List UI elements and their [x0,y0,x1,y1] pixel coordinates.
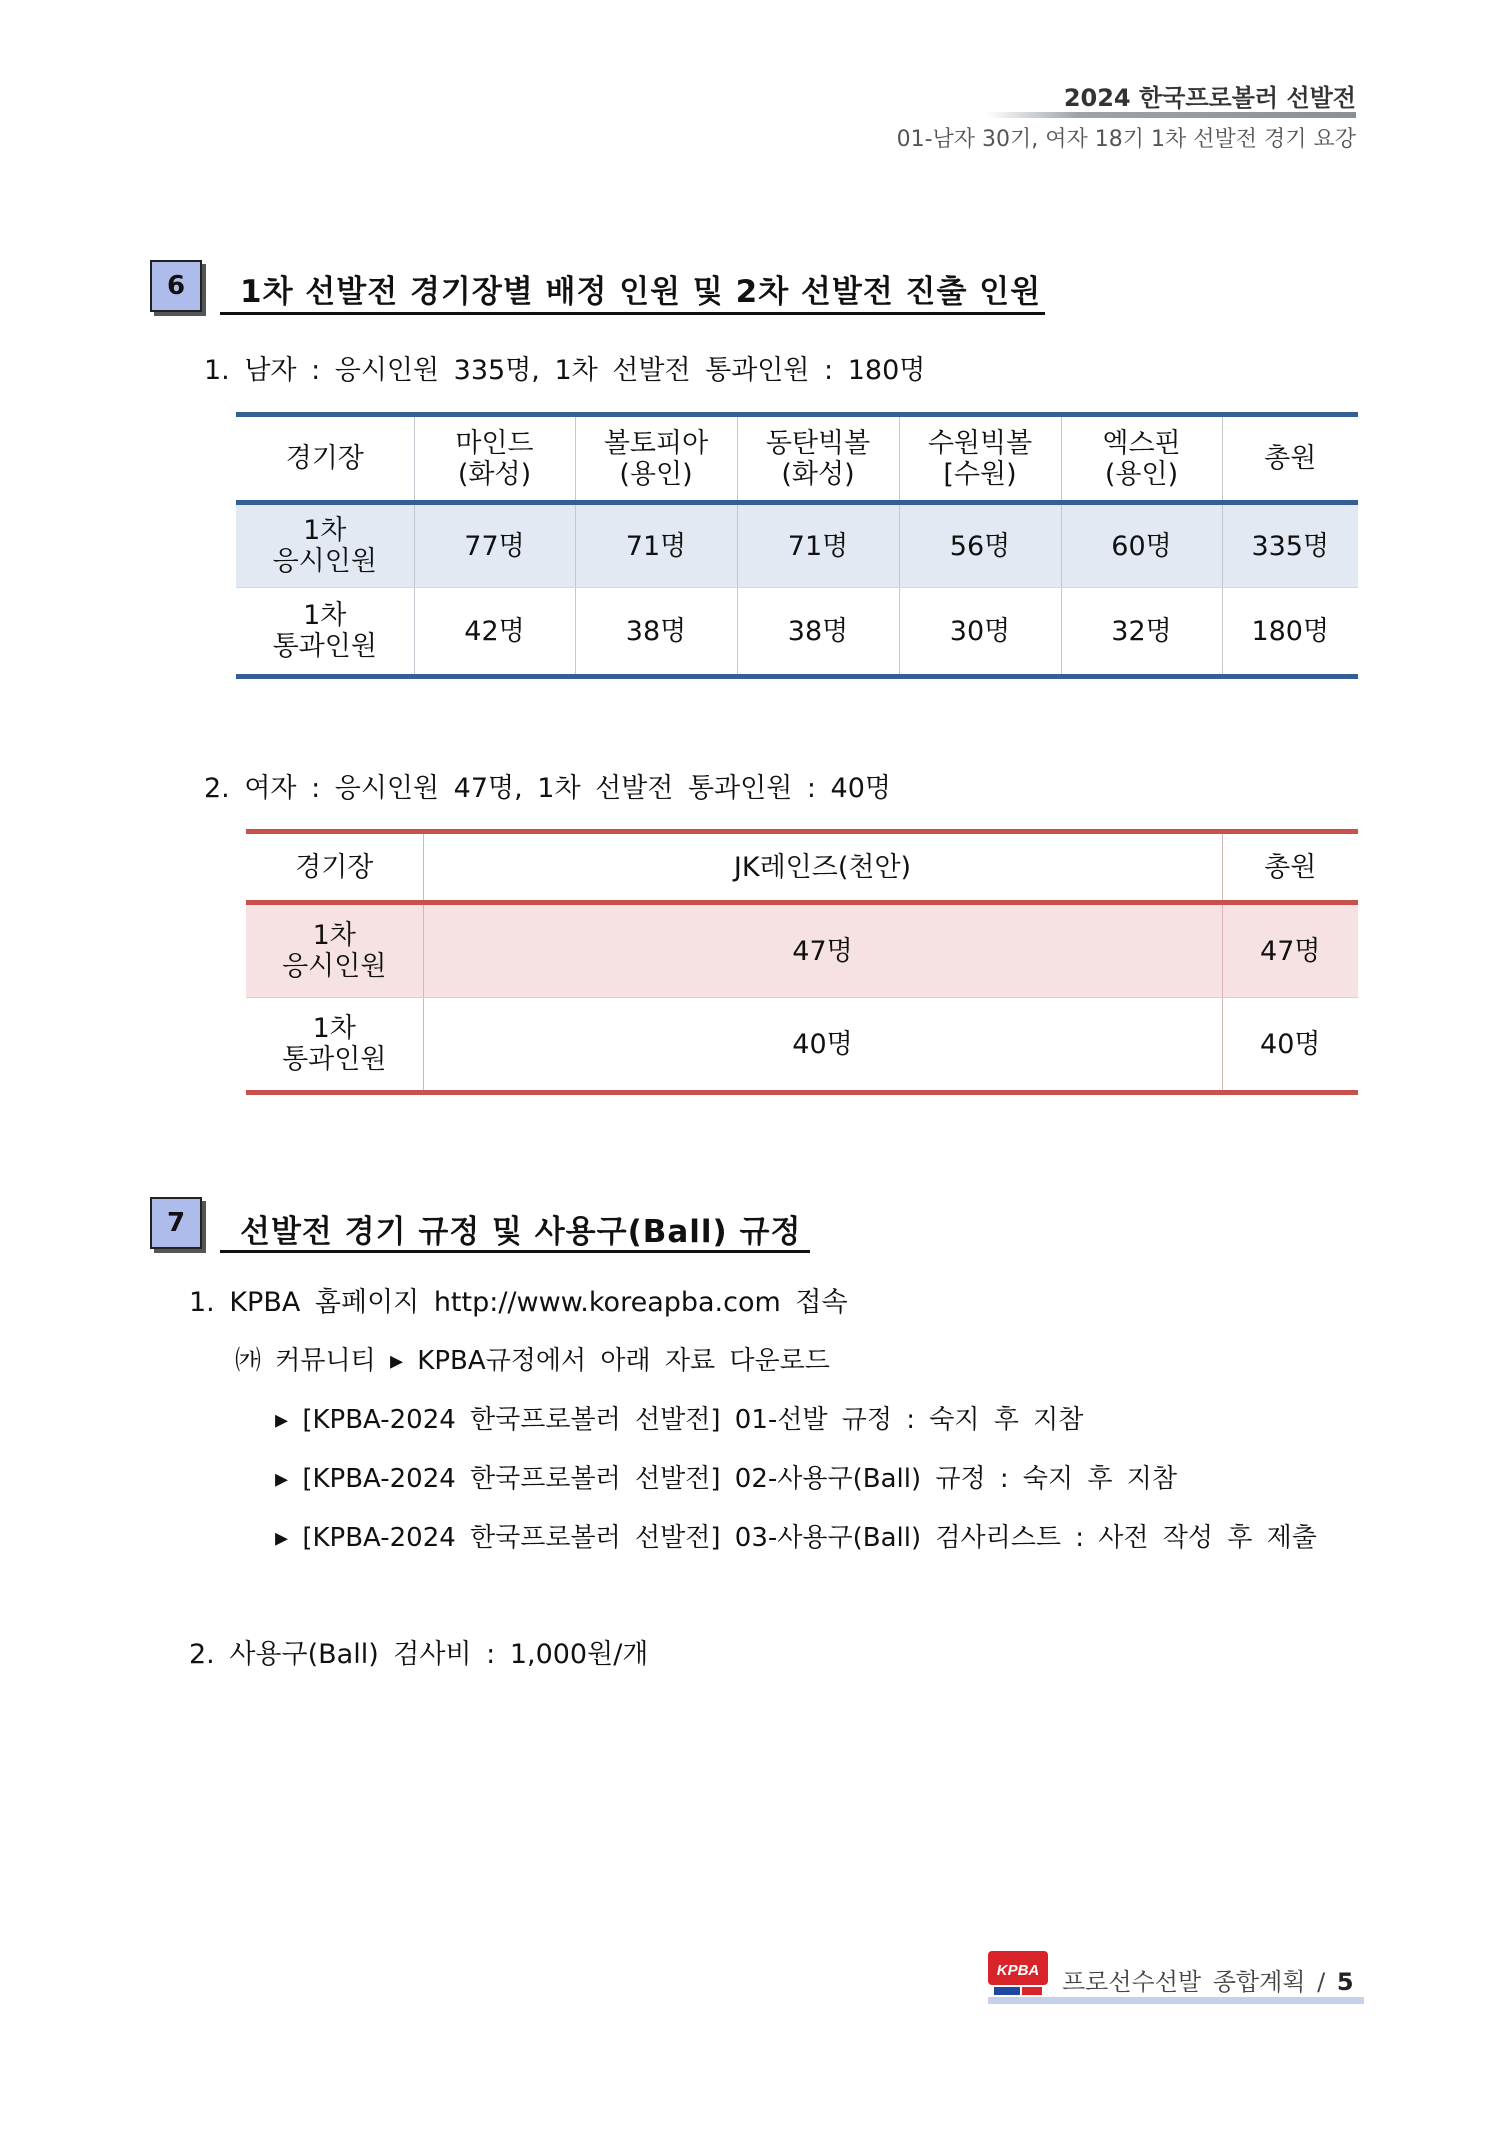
section-7-underline [220,1250,810,1253]
table-cell: 56명 [899,503,1061,588]
download-item: ▸ [KPBA-2024 한국프로볼러 선발전] 02-사용구(Ball) 규정 : 숙지 후 지참 [275,1464,1177,1494]
women-table-header-row [246,832,1358,903]
section-7-number: 7 [150,1197,202,1249]
header-subtitle: 01-남자 30기, 여자 18기 1차 선발전 경기 요강 [896,127,1356,152]
section-6-title: 1차 선발전 경기장별 배정 인원 및 2차 선발전 진출 인원 [240,274,1042,310]
row-label: 1차 통과인원 [246,998,423,1093]
header-cell: 동탄빅볼 (화성) [737,415,899,503]
footer [1062,1962,1354,1997]
table-row [246,903,1358,998]
table-cell: 180명 [1222,588,1358,677]
table-cell: 47명 [1222,903,1358,998]
header-cell: 수원빅볼 [수원) [899,415,1061,503]
women-table [246,829,1358,1095]
download-instruction: ㈎ 커뮤니티 ▸ KPBA규정에서 아래 자료 다운로드 [235,1346,830,1376]
row-label: 1차 응시인원 [246,903,423,998]
table-cell: 71명 [575,503,737,588]
header-cell: 마인드 (화성) [414,415,575,503]
table-cell: 40명 [1222,998,1358,1093]
men-table-header-row [236,415,1358,503]
table-cell: 47명 [423,903,1222,998]
men-table [236,412,1358,679]
section-7-title: 선발전 경기 규정 및 사용구(Ball) 규정 [240,1214,802,1250]
page-number: 5 [1336,1968,1354,1996]
download-item: ▸ [KPBA-2024 한국프로볼러 선발전] 01-선발 규정 : 숙지 후 지참 [275,1405,1084,1435]
table-cell: 30명 [899,588,1061,677]
table-cell: 71명 [737,503,899,588]
section-6-underline [220,312,1045,315]
table-row [236,588,1358,677]
table-cell: 60명 [1061,503,1222,588]
ball-inspection-fee: 2. 사용구(Ball) 검사비 : 1,000원/개 [189,1639,649,1670]
kpba-logo-icon [988,1951,1048,1997]
logo-text: KPBA [996,1962,1040,1979]
table-cell: 77명 [414,503,575,588]
footer-separator: / [1317,1968,1326,1996]
table-cell: 42명 [414,588,575,677]
table-cell: 38명 [737,588,899,677]
row-label: 1차 통과인원 [236,588,414,677]
header-cell: 경기장 [246,832,423,903]
men-heading: 1. 남자 : 응시인원 335명, 1차 선발전 통과인원 : 180명 [204,355,926,386]
header-title: 2024 한국프로볼러 선발전 [1063,84,1356,112]
download-item: ▸ [KPBA-2024 한국프로볼러 선발전] 03-사용구(Ball) 검사리스트 : 사전 작성 후 제출 [275,1523,1317,1553]
header-cell: 총원 [1222,415,1358,503]
header-cell: JK레인즈(천안) [423,832,1222,903]
section-6-number: 6 [150,260,202,312]
table-cell: 335명 [1222,503,1358,588]
footer-title: 프로선수선발 종합계획 [1062,1968,1306,1996]
table-row [236,503,1358,588]
table-cell: 38명 [575,588,737,677]
table-cell: 40명 [423,998,1222,1093]
header-cell: 경기장 [236,415,414,503]
header-rule [986,112,1356,118]
kpba-homepage-line: 1. KPBA 홈페이지 http://www.koreapba.com 접속 [189,1287,848,1318]
header-cell: 총원 [1222,832,1358,903]
table-row [246,998,1358,1093]
footer-rule [988,1997,1364,2004]
women-heading: 2. 여자 : 응시인원 47명, 1차 선발전 통과인원 : 40명 [204,773,891,804]
table-cell: 32명 [1061,588,1222,677]
header-cell: 볼토피아 (용인) [575,415,737,503]
header-cell: 엑스핀 (용인) [1061,415,1222,503]
row-label: 1차 응시인원 [236,503,414,588]
